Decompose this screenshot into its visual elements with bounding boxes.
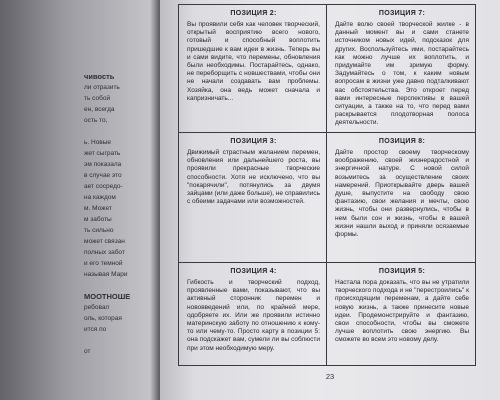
left-page-text-line: и его темной <box>84 260 123 267</box>
position-cell-7 <box>327 5 475 133</box>
position-cell-5 <box>327 263 475 365</box>
left-page-text-line: в случае это <box>84 172 122 179</box>
position-text: Настала пора доказать, что вы не утратили творческого подхода и не "перестроились" к происходящим переменам, а дайте себе новую жизнь, а также принесите новые идеи. Продемонстрируйте и фантазию, свои способности, чтобы вы сможете лучше воплотить свою энергию. Вы сможете во всем это новому делу. <box>335 279 469 344</box>
position-title: ПОЗИЦИЯ 3: <box>230 138 277 145</box>
position-title: ПОЗИЦИЯ 7: <box>378 10 426 17</box>
page-number: 23 <box>325 372 335 381</box>
left-page <box>0 0 160 400</box>
left-page-text-line: МООТНОШЕ <box>84 293 131 300</box>
left-page-text-line: ает сосредо- <box>84 183 123 190</box>
position-cell-4 <box>179 263 327 365</box>
left-page-text-line: может связан <box>84 238 125 245</box>
position-cell-8 <box>327 133 475 263</box>
left-page-text-line: оль, которая <box>84 315 122 322</box>
left-page-text-line: ен, всегда <box>84 106 115 113</box>
left-page-text-line: ть собой <box>84 95 111 102</box>
left-page-text-line: полных забот <box>84 249 125 256</box>
position-text: Вы проявили себя как человек творческий, открытый восприятию всего нового, готовый и способный воплотить пришедшие к вам идеи в жизнь. Теперь вы и сами видите, что перемены, обновления были необходимы. Постарайтесь, однако, не переборщить с новшествами, чтобы они не начали создавать вам проблемы. Хозяйка, она ведь может сначала и капризничать... <box>187 21 320 102</box>
position-text: Дайте волю своей творческой жилке - в данный момент вы и сами станете источником новых идей, подсказок для других. Воспользуйтесь ими, постарайтесь как можно лучше их воплотить, и придумайте им зримую форму. Задумайтесь о том, к каким новым вопросам в жизни уже давно подталкивают вас обстоятельства. Это откроет перед вами интересные перспективы в вашей ситуации, а также на то, что перед вами раскрывается плодотворная полоса деятельности. <box>335 21 469 127</box>
left-page-text-line: жет сыграть <box>84 150 121 157</box>
position-title: ПОЗИЦИЯ 4: <box>230 268 277 275</box>
position-text: Дайте простор своему творческому воображению, своей жизнерадостной и энергичной натуре. С новой силой возьмитесь за осуществление своих намерений. Приоткрывайте дверь вашей душе, выпустите на свободу свою фантазию, свои желания и мечты, свою жизнь, чтобы они развернулись, чтобы в нем были сон и жизнь, чтобы в вашей жизни нашли выход и приняли осязаемые формы. <box>335 149 469 239</box>
position-title: ПОЗИЦИЯ 5: <box>378 268 426 275</box>
left-page-text-line: эм показала <box>84 161 122 168</box>
position-text: Движимый страстным желанием перемен, обновления или дальнейшего роста, вы проявили прекрасные творческие способности. Хотя не исключено, что вы "покарячили", потянулись за двумя зайцами (или даже больше), не справились с обеими задачами или возможностей. <box>187 149 320 206</box>
left-page-text-line: называя Мари <box>84 271 128 278</box>
left-page-text-line: на каждом <box>84 194 116 201</box>
position-title: ПОЗИЦИЯ 2: <box>230 10 277 17</box>
left-page-text-line: ть сильно <box>84 227 114 234</box>
position-cell-3 <box>179 133 327 263</box>
left-page-text-line: ь. Новые <box>84 139 112 146</box>
left-page-text-line: ость то, <box>84 117 108 124</box>
left-page-text-line: м. Может <box>84 205 112 212</box>
position-cell-2 <box>179 5 327 133</box>
left-page-text-line: ится по <box>84 326 107 333</box>
position-text: Гибкость и творческий подход, проявленные вами, показывают, что вы активный сторонник перемен и нововведений или, по крайней мере, одобряете их. Или же проявили истинно материнскую заботу по отношению к кому-то или чему-то. Просто карту в позиции 5: она подскажет вам, сумели ли вы соблюсти при этом необходимую меру. <box>187 279 320 352</box>
left-page-text-line: ли отразить <box>84 84 120 91</box>
positions-table <box>178 4 476 366</box>
left-page-text-line: от <box>84 348 91 355</box>
right-page <box>160 0 500 400</box>
left-page-text-line: чивость <box>84 73 115 80</box>
position-title: ПОЗИЦИЯ 8: <box>378 138 426 145</box>
left-page-text-line: ребовал <box>84 304 110 311</box>
left-page-text-line: м заботы <box>84 216 112 223</box>
